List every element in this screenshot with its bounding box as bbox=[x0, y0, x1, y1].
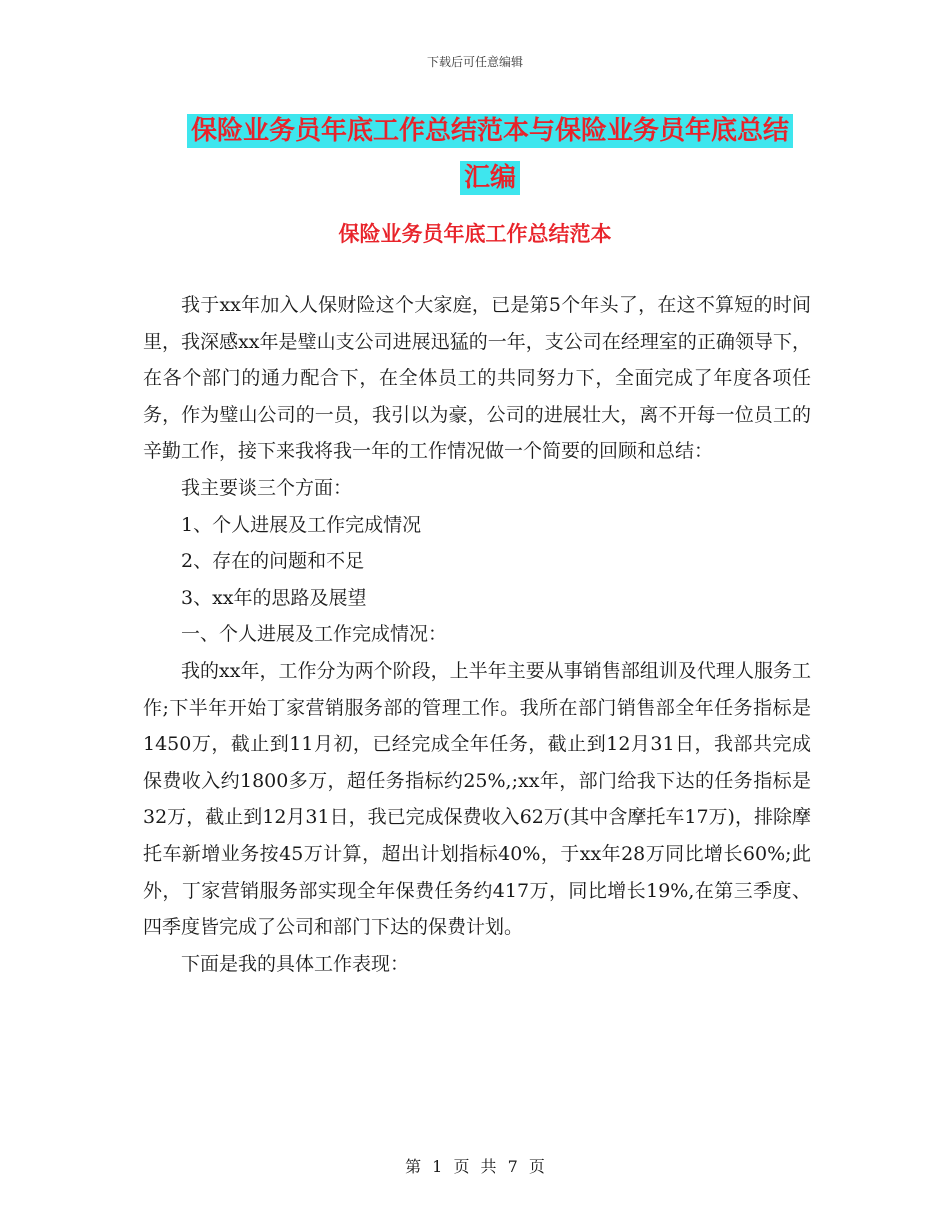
paragraph-work: 我的xx年，工作分为两个阶段，上半年主要从事销售部组训及代理人服务工作;下半年开始丁家营销服务部的管理工作。我所在部门销售部全年任务指标是1450万，截止到11月初，已经完成全年任务，截止到12月31日，我部共完成保费收入约1800多万，超任务指标约25%,;xx年，部门给我下达的任务指标是32万，截止到12月31日，我已完成保费收入62万(其中含摩托车17万)，排除摩托车新增业务按45万计算，超出计划指标40%，于xx年28万同比增长60%;此外，丁家营销服务部实现全年保费任务约417万，同比增长19%,在第三季度、四季度皆完成了公司和部门下达的保费计划。 bbox=[143, 659, 811, 939]
list-item-1: 1、个人进展及工作完成情况 bbox=[181, 513, 422, 536]
document-title bbox=[150, 108, 830, 202]
title-line-1: 保险业务员年底工作总结范本与保险业务员年底总结 bbox=[187, 114, 793, 148]
paragraph-performance: 下面是我的具体工作表现： bbox=[181, 952, 410, 975]
page-footer: 第 1 页 共 7 页 bbox=[405, 1157, 545, 1176]
list-item-3: 3、xx年的思路及展望 bbox=[181, 586, 367, 609]
subheading-1: 一、个人进展及工作完成情况： bbox=[181, 623, 448, 646]
body-text bbox=[143, 287, 811, 982]
list-item-2: 2、存在的问题和不足 bbox=[181, 550, 365, 573]
title-line-2: 汇编 bbox=[460, 161, 520, 195]
section-title: 保险业务员年底工作总结范本 bbox=[338, 222, 612, 246]
paragraph-intro: 我于xx年加入人保财险这个大家庭，已是第5个年头了，在这不算短的时间里，我深感xx年是璧山支公司进展迅猛的一年，支公司在经理室的正确领导下，在各个部门的通力配合下，在全体员工的共同努力下，全面完成了年度各项任务，作为璧山公司的一员，我引以为豪，公司的进展壮大，离不开每一位员工的辛勤工作，接下来我将我一年的工作情况做一个简要的回顾和总结： bbox=[143, 294, 811, 463]
header-note: 下载后可任意编辑 bbox=[426, 55, 523, 69]
paragraph-aspects: 我主要谈三个方面： bbox=[181, 476, 353, 499]
